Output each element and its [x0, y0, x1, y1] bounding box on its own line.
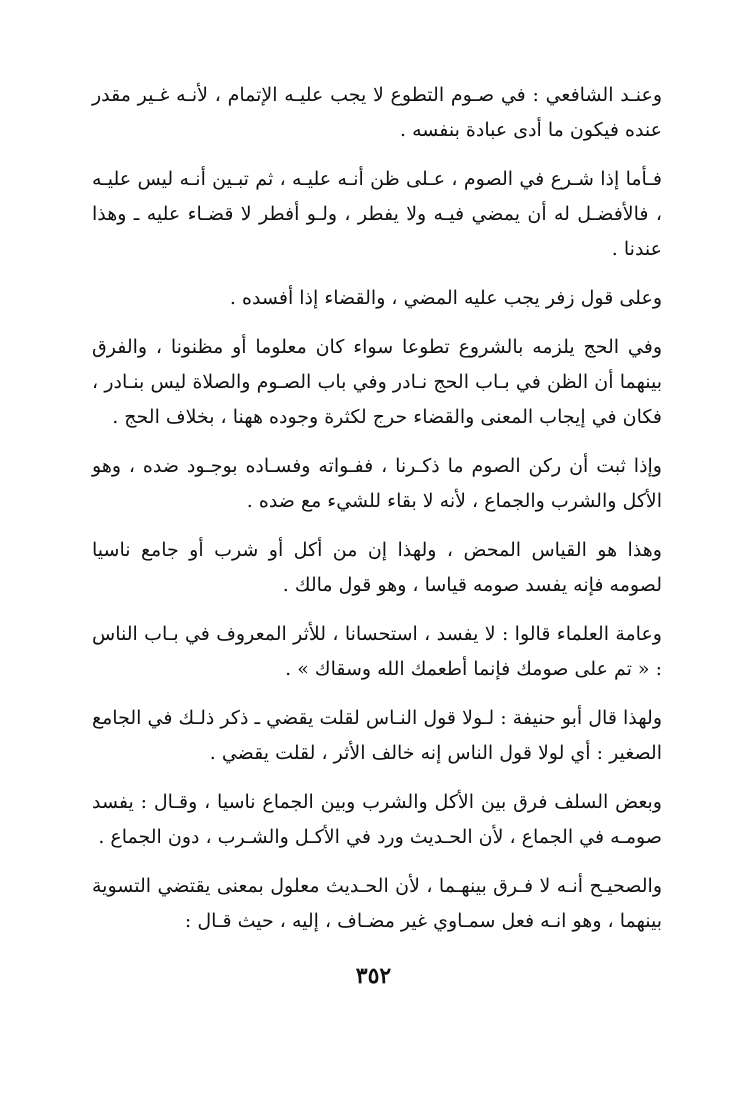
paragraph-4: وفي الحج يلزمه بالشروع تطوعا سواء كان معلوما أو مظنونا ، والفرق بينهما أن الظن في بـاب الحج نـادر وفي باب الصـوم والصلاة ليس بنـادر ، فكان في إيجاب المعنى والقضاء حرج لكثرة وجوده ههنا ، بخلاف الحج . [92, 336, 662, 428]
paragraph-8: ولهذا قال أبو حنيفة : لـولا قول النـاس لقلت يقضي ـ ذكر ذلـك في الجامع الصغير : أي لولا قول الناس إنه خالف الأثر ، لقلت يقضي . [92, 707, 662, 764]
paragraph-1: وعنـد الشافعي : في صـوم التطوع لا يجب عليـه الإتمام ، لأنـه غـير مقدر عنده فيكون ما أدى عبادة بنفسه . [92, 84, 662, 141]
page-text-body [92, 78, 662, 953]
paragraph-9: وبعض السلف فرق بين الأكل والشرب وبين الجماع ناسيا ، وقـال : يفسد صومـه في الجماع ، لأن الحـديث ورد في الأكـل والشـرب ، دون الجماع . [92, 791, 662, 848]
paragraph-5: وإذا ثبت أن ركن الصوم ما ذكـرنا ، ففـواته وفسـاده بوجـود ضده ، وهو الأكل والشرب والجماع ، لأنه لا بقاء للشيء مع ضده . [92, 455, 662, 512]
paragraph-2: فـأما إذا شـرع في الصوم ، عـلى ظن أنـه عليـه ، ثم تبـين أنـه ليس عليـه ، فالأفضـل له أن يمضي فيـه ولا يفطر ، ولـو أفطر لا قضـاء عليه ـ وهذا عندنا . [92, 168, 662, 260]
paragraph-6: وهذا هو القياس المحض ، ولهذا إن من أكل أو شرب أو جامع ناسيا لصومه فإنه يفسد صومه قياسا ، وهو قول مالك . [92, 539, 662, 596]
paragraph-7: وعامة العلماء قالوا : لا يفسد ، استحسانا ، للأثر المعروف في بـاب الناس : « تم على صومك فإنما أطعمك الله وسقاك » . [92, 623, 662, 680]
page-number: ٣٥٢ [355, 963, 392, 989]
paragraph-10: والصحيـح أنـه لا فـرق بينهـما ، لأن الحـديث معلول بمعنى يقتضي التسوية بينهما ، وهو انـه فعل سمـاوي غير مضـاف ، إليه ، حيث قـال : [92, 875, 662, 932]
paragraph-3: وعلى قول زفر يجب عليه المضي ، والقضاء إذا أفسده . [229, 287, 662, 309]
